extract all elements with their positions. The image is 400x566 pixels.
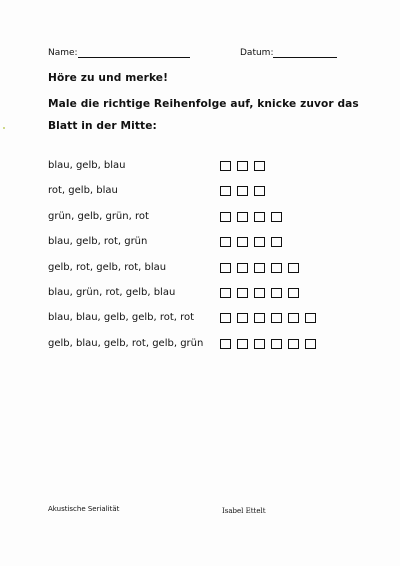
answer-box[interactable]: [288, 263, 299, 273]
color-sequence-text: gelb, rot, gelb, rot, blau: [48, 261, 167, 273]
color-sequence-text: rot, gelb, blau: [48, 185, 118, 197]
date-field: [240, 48, 337, 58]
exercise-list: [48, 160, 368, 363]
answer-box[interactable]: [254, 186, 265, 196]
exercise-row: [48, 338, 368, 363]
answer-box[interactable]: [237, 339, 248, 349]
color-sequence-text: blau, gelb, rot, grün: [48, 236, 148, 248]
answer-box[interactable]: [254, 313, 265, 323]
exercise-row: [48, 312, 368, 337]
answer-boxes: [220, 263, 299, 273]
answer-boxes: [220, 212, 282, 222]
color-sequence-text: blau, grün, rot, gelb, blau: [48, 286, 176, 298]
answer-box[interactable]: [271, 263, 282, 273]
answer-box[interactable]: [220, 186, 231, 196]
answer-box[interactable]: [288, 288, 299, 298]
footer-topic: Akustische Serialität: [48, 505, 120, 513]
answer-box[interactable]: [220, 212, 231, 222]
answer-box[interactable]: [254, 288, 265, 298]
footer-author: Isabel Ettelt: [222, 507, 266, 515]
color-sequence-text: gelb, blau, gelb, rot, gelb, grün: [48, 337, 204, 349]
color-sequence-text: blau, blau, gelb, gelb, rot, rot: [48, 312, 195, 324]
color-sequence-text: grün, gelb, grün, rot: [48, 210, 149, 222]
answer-box[interactable]: [254, 339, 265, 349]
instruction-line-1: Male die richtige Reihenfolge auf, knicke zuvor das: [48, 98, 359, 110]
answer-box[interactable]: [288, 339, 299, 349]
answer-box[interactable]: [288, 313, 299, 323]
exercise-row: [48, 236, 368, 261]
answer-box[interactable]: [237, 263, 248, 273]
answer-boxes: [220, 288, 299, 298]
exercise-row: [48, 262, 368, 287]
answer-box[interactable]: [254, 212, 265, 222]
date-label: Datum:: [240, 48, 274, 58]
answer-box[interactable]: [271, 313, 282, 323]
answer-box[interactable]: [271, 212, 282, 222]
answer-box[interactable]: [237, 161, 248, 171]
answer-box[interactable]: [237, 186, 248, 196]
instruction-line-2: Blatt in der Mitte:: [48, 120, 157, 132]
color-sequence-text: blau, gelb, blau: [48, 160, 126, 171]
answer-box[interactable]: [237, 288, 248, 298]
answer-boxes: [220, 186, 265, 196]
name-field: [48, 48, 190, 58]
answer-box[interactable]: [220, 313, 231, 323]
exercise-row: [48, 160, 368, 185]
scan-mark: [3, 127, 5, 129]
answer-box[interactable]: [220, 161, 231, 171]
date-line: [273, 48, 337, 58]
answer-box[interactable]: [254, 237, 265, 247]
answer-box[interactable]: [237, 313, 248, 323]
answer-box[interactable]: [305, 313, 316, 323]
exercise-row: [48, 211, 368, 236]
answer-box[interactable]: [220, 237, 231, 247]
name-label: Name:: [48, 48, 78, 58]
answer-box[interactable]: [237, 237, 248, 247]
answer-box[interactable]: [220, 339, 231, 349]
answer-box[interactable]: [220, 263, 231, 273]
answer-box[interactable]: [271, 288, 282, 298]
answer-box[interactable]: [271, 237, 282, 247]
answer-box[interactable]: [305, 339, 316, 349]
header-fields: [48, 48, 348, 64]
answer-box[interactable]: [254, 263, 265, 273]
name-line: [78, 48, 190, 58]
instruction-title: Höre zu und merke!: [48, 72, 169, 84]
answer-boxes: [220, 237, 282, 247]
answer-boxes: [220, 339, 316, 349]
exercise-row: [48, 287, 368, 312]
answer-box[interactable]: [271, 339, 282, 349]
answer-box[interactable]: [220, 288, 231, 298]
answer-boxes: [220, 161, 265, 171]
answer-box[interactable]: [237, 212, 248, 222]
exercise-row: [48, 185, 368, 210]
answer-box[interactable]: [254, 161, 265, 171]
answer-boxes: [220, 313, 316, 323]
